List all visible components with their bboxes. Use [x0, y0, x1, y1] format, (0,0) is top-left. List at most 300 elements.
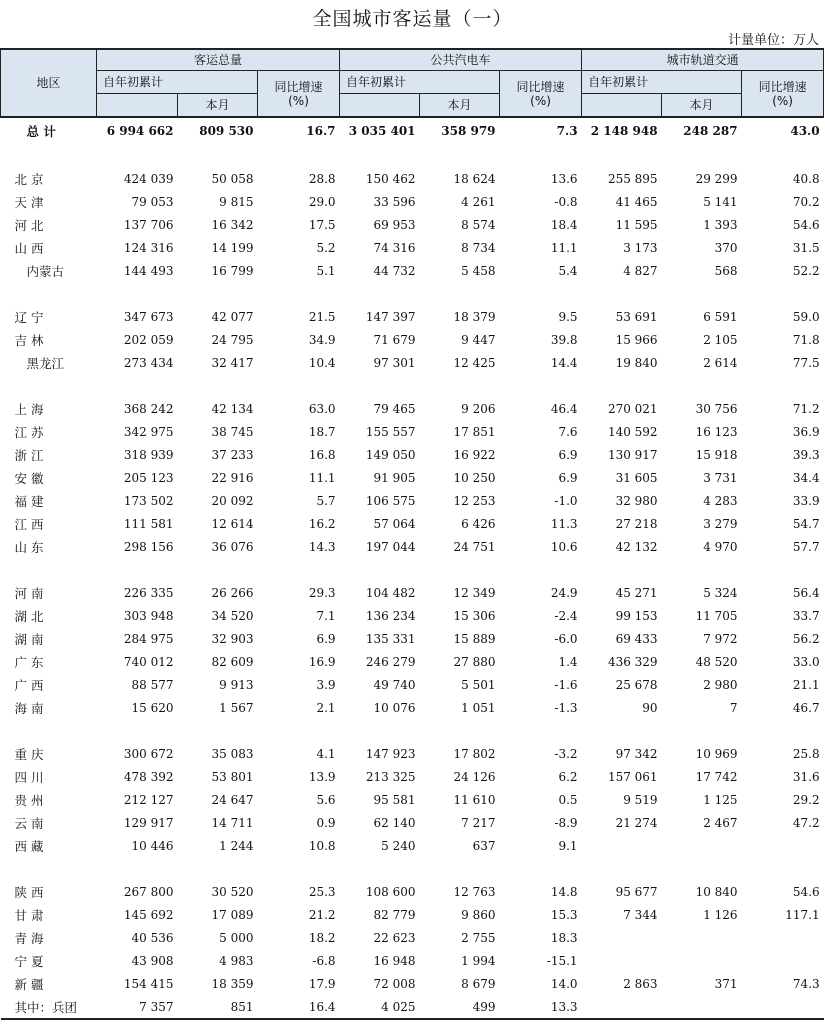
spacer-cell: [1, 719, 97, 742]
value-cell: 226 335: [123, 585, 174, 600]
spacer-cell: [582, 719, 662, 742]
value-cell: [582, 995, 662, 1019]
spacer-row: [1, 857, 824, 880]
table-row: [1, 328, 824, 351]
spacer-cell: [500, 558, 582, 581]
spacer-cell: [582, 144, 662, 167]
value-cell: 16 123: [695, 424, 738, 439]
value-cell: 79 053: [131, 194, 174, 209]
value-cell: 4 970: [703, 539, 738, 554]
value-cell: -1.6: [554, 677, 578, 692]
value-cell: 436 329: [607, 654, 658, 669]
spacer-cell: [500, 282, 582, 305]
value-cell: 46.4: [550, 401, 578, 416]
value-cell: 5 240: [381, 838, 416, 853]
table-row: [1, 627, 824, 650]
value-cell: 29.0: [308, 194, 336, 209]
value-cell: 12 425: [453, 355, 496, 370]
value-cell: 36.9: [792, 424, 820, 439]
value-cell: 24 751: [453, 539, 496, 554]
header-region: 地区: [1, 49, 97, 117]
value-cell: 29.3: [308, 585, 336, 600]
value-cell: 27 880: [453, 654, 496, 669]
spacer-cell: [742, 719, 824, 742]
value-cell: 25 678: [615, 677, 658, 692]
value-cell: 205 123: [123, 470, 174, 485]
value-cell: 1 567: [219, 700, 254, 715]
value-cell: 9 913: [219, 677, 254, 692]
value-cell: 69 953: [373, 217, 416, 232]
value-cell: 2.1: [316, 700, 336, 715]
value-cell: 46.7: [792, 700, 820, 715]
region-name: 其中：兵团: [14, 999, 78, 1015]
value-cell: 71 679: [373, 332, 416, 347]
table-row: [1, 949, 824, 972]
spacer-cell: [420, 719, 500, 742]
value-cell: 15 620: [131, 700, 174, 715]
value-cell: 11.1: [308, 470, 336, 485]
value-cell: 24 647: [211, 792, 254, 807]
value-cell: 111 581: [123, 516, 174, 531]
region-name: 青 海: [14, 930, 44, 946]
value-cell: 155 557: [365, 424, 416, 439]
spacer-cell: [258, 282, 340, 305]
value-cell: 90: [642, 700, 658, 715]
value-cell: 10.8: [308, 838, 336, 853]
value-cell: 2 614: [703, 355, 738, 370]
value-cell: [742, 995, 824, 1019]
value-cell: 300 672: [123, 746, 174, 761]
value-cell: 35 083: [211, 746, 254, 761]
value-cell: 13.9: [308, 769, 336, 784]
spacer-cell: [258, 719, 340, 742]
spacer-cell: [420, 144, 500, 167]
value-cell: 2 863: [623, 976, 658, 991]
value-cell: 298 156: [123, 539, 174, 554]
value-cell: 9 206: [461, 401, 496, 416]
spacer-cell: [1, 282, 97, 305]
value-cell: 16 799: [211, 263, 254, 278]
value-cell: 25.3: [308, 884, 336, 899]
value-cell: 18 359: [211, 976, 254, 991]
value-cell: [582, 926, 662, 949]
value-cell: 15.3: [550, 907, 578, 922]
value-cell: 202 059: [123, 332, 174, 347]
value-cell: 7.6: [558, 424, 578, 439]
value-cell: [662, 949, 742, 972]
value-cell: 15 918: [695, 447, 738, 462]
spacer-cell: [258, 857, 340, 880]
value-cell: 9.1: [558, 838, 578, 853]
spacer-cell: [340, 719, 420, 742]
header-ytd-spacer: [97, 94, 178, 118]
value-cell: 39.8: [550, 332, 578, 347]
value-cell: 5 141: [703, 194, 738, 209]
value-cell: 40 536: [131, 930, 174, 945]
region-name: 辽 宁: [14, 309, 44, 325]
table-row: [1, 535, 824, 558]
table-row: [1, 604, 824, 627]
value-cell: 5.2: [316, 240, 336, 255]
value-cell: 144 493: [123, 263, 174, 278]
value-cell: 82 779: [373, 907, 416, 922]
table-row: [1, 788, 824, 811]
value-cell: 88 577: [131, 677, 174, 692]
region-name: 浙 江: [14, 447, 44, 463]
spacer-cell: [258, 374, 340, 397]
value-cell: 104 482: [365, 585, 416, 600]
value-cell: 7 972: [703, 631, 738, 646]
table-row: [1, 443, 824, 466]
value-cell: 137 706: [123, 217, 174, 232]
value-cell: 7.3: [556, 124, 578, 138]
value-cell: 13.3: [550, 999, 578, 1014]
spacer-cell: [662, 374, 742, 397]
value-cell: 36 076: [211, 539, 254, 554]
value-cell: 33.0: [792, 654, 820, 669]
header-pct-label: (%): [530, 93, 551, 108]
region-name: 山 东: [14, 539, 44, 555]
value-cell: 16.8: [308, 447, 336, 462]
spacer-cell: [420, 282, 500, 305]
table-row: [1, 926, 824, 949]
table-row: [1, 512, 824, 535]
value-cell: 342 975: [123, 424, 174, 439]
value-cell: 91 905: [373, 470, 416, 485]
value-cell: 4 827: [623, 263, 658, 278]
value-cell: 34 520: [211, 608, 254, 623]
spacer-cell: [662, 144, 742, 167]
value-cell: 1 125: [703, 792, 738, 807]
region-name: 广 西: [14, 677, 44, 693]
value-cell: 97 342: [615, 746, 658, 761]
value-cell: 1 051: [461, 700, 496, 715]
value-cell: 17 742: [695, 769, 738, 784]
region-name: 湖 南: [14, 631, 44, 647]
value-cell: 28.8: [308, 171, 336, 186]
region-name: 重 庆: [14, 746, 44, 762]
value-cell: 9.5: [558, 309, 578, 324]
table-body: [1, 117, 824, 1019]
region-name: 山 西: [14, 240, 44, 256]
table-row: [1, 972, 824, 995]
value-cell: 4 983: [219, 953, 254, 968]
value-cell: 37 233: [211, 447, 254, 462]
value-cell: 16.2: [308, 516, 336, 531]
value-cell: [742, 949, 824, 972]
value-cell: 27 218: [615, 516, 658, 531]
value-cell: -6.0: [554, 631, 578, 646]
value-cell: 303 948: [123, 608, 174, 623]
header-ytd-bus: 自年初累计: [340, 71, 500, 94]
spacer-row: [1, 558, 824, 581]
value-cell: 31 605: [615, 470, 658, 485]
table-row: [1, 581, 824, 604]
value-cell: 12 614: [211, 516, 254, 531]
value-cell: 246 279: [365, 654, 416, 669]
value-cell: 4 283: [703, 493, 738, 508]
region-name: 广 东: [14, 654, 44, 670]
value-cell: 136 234: [365, 608, 416, 623]
value-cell: 13.6: [550, 171, 578, 186]
table-row: [1, 903, 824, 926]
value-cell: 10 969: [695, 746, 738, 761]
value-cell: 9 447: [461, 332, 496, 347]
value-cell: [742, 834, 824, 857]
spacer-cell: [258, 558, 340, 581]
region-name: 黑龙江: [26, 355, 65, 371]
value-cell: 49 740: [373, 677, 416, 692]
region-name: 四 川: [14, 769, 44, 785]
value-cell: 44 732: [373, 263, 416, 278]
value-cell: 47.2: [792, 815, 820, 830]
value-cell: 32 417: [211, 355, 254, 370]
value-cell: 2 980: [703, 677, 738, 692]
value-cell: 52.2: [792, 263, 820, 278]
table-header: [1, 49, 824, 117]
spacer-cell: [97, 719, 178, 742]
value-cell: 97 301: [373, 355, 416, 370]
spacer-cell: [340, 374, 420, 397]
value-cell: 0.9: [316, 815, 336, 830]
value-cell: [582, 949, 662, 972]
value-cell: 41 465: [615, 194, 658, 209]
spacer-cell: [742, 282, 824, 305]
value-cell: 8 574: [461, 217, 496, 232]
value-cell: 11 595: [615, 217, 658, 232]
value-cell: 18.7: [308, 424, 336, 439]
header-month-total: 本月: [178, 94, 258, 118]
value-cell: -1.3: [554, 700, 578, 715]
value-cell: 740 012: [123, 654, 174, 669]
header-month-rail: 本月: [662, 94, 742, 118]
header-yoy-label: 同比增速: [274, 79, 323, 94]
table-row: [1, 673, 824, 696]
spacer-cell: [340, 857, 420, 880]
value-cell: 1 994: [461, 953, 496, 968]
value-cell: -15.1: [546, 953, 578, 968]
region-name: 天 津: [14, 194, 44, 210]
value-cell: 18.3: [550, 930, 578, 945]
value-cell: 0.5: [558, 792, 578, 807]
value-cell: 3.9: [316, 677, 336, 692]
value-cell: 3 279: [703, 516, 738, 531]
spacer-cell: [742, 558, 824, 581]
value-cell: 70.2: [792, 194, 820, 209]
header-yoy-label: 同比增速: [516, 79, 565, 94]
value-cell: 3 035 401: [348, 124, 416, 138]
region-name: 宁 夏: [14, 953, 44, 969]
value-cell: [582, 834, 662, 857]
value-cell: 54.6: [792, 217, 820, 232]
value-cell: 7: [729, 700, 738, 715]
spacer-cell: [742, 857, 824, 880]
value-cell: 22 916: [211, 470, 254, 485]
value-cell: 16.4: [308, 999, 336, 1014]
table-row: [1, 765, 824, 788]
region-name: 西 藏: [14, 838, 44, 854]
spacer-cell: [420, 374, 500, 397]
value-cell: 74.3: [792, 976, 820, 991]
value-cell: 106 575: [365, 493, 416, 508]
value-cell: 21 274: [615, 815, 658, 830]
spacer-cell: [582, 374, 662, 397]
spacer-cell: [420, 857, 500, 880]
value-cell: 14.0: [550, 976, 578, 991]
table-row: [1, 811, 824, 834]
value-cell: 10.6: [550, 539, 578, 554]
value-cell: 74 316: [373, 240, 416, 255]
value-cell: 95 677: [615, 884, 658, 899]
value-cell: 197 044: [365, 539, 416, 554]
value-cell: 5.1: [316, 263, 336, 278]
table-row: [1, 696, 824, 719]
value-cell: 4.1: [316, 746, 336, 761]
header-ytd-spacer: [340, 94, 420, 118]
value-cell: 8 734: [461, 240, 496, 255]
value-cell: 273 434: [123, 355, 174, 370]
value-cell: 32 980: [615, 493, 658, 508]
value-cell: 3 173: [623, 240, 658, 255]
value-cell: 77.5: [792, 355, 820, 370]
value-cell: 149 050: [365, 447, 416, 462]
value-cell: 16 948: [373, 953, 416, 968]
spacer-cell: [340, 558, 420, 581]
header-ytd-rail: 自年初累计: [582, 71, 742, 94]
region-name: 甘 肃: [14, 907, 44, 923]
value-cell: 56.4: [792, 585, 820, 600]
value-cell: 809 530: [199, 124, 254, 138]
spacer-cell: [178, 719, 258, 742]
region-name: 安 徽: [14, 470, 44, 486]
region-name: 陕 西: [14, 884, 44, 900]
value-cell: -1.0: [554, 493, 578, 508]
value-cell: 637: [472, 838, 496, 853]
header-yoy-rail: [742, 71, 824, 118]
value-cell: 248 287: [683, 124, 738, 138]
region-name: 江 西: [14, 516, 44, 532]
header-ytd-total: 自年初累计: [97, 71, 258, 94]
value-cell: 43.0: [790, 124, 820, 138]
value-cell: [662, 995, 742, 1019]
value-cell: 3 731: [703, 470, 738, 485]
spacer-cell: [582, 282, 662, 305]
value-cell: 17.5: [308, 217, 336, 232]
value-cell: 478 392: [123, 769, 174, 784]
table-row: [1, 190, 824, 213]
value-cell: 7.1: [316, 608, 336, 623]
value-cell: 19 840: [615, 355, 658, 370]
value-cell: [742, 926, 824, 949]
value-cell: 6.9: [558, 470, 578, 485]
value-cell: 267 800: [123, 884, 174, 899]
value-cell: 54.6: [792, 884, 820, 899]
value-cell: 18 379: [453, 309, 496, 324]
value-cell: 56.2: [792, 631, 820, 646]
region-name: 内蒙古: [26, 263, 65, 279]
header-month-bus: 本月: [420, 94, 500, 118]
value-cell: 16 922: [453, 447, 496, 462]
value-cell: 14.4: [550, 355, 578, 370]
value-cell: 18.4: [550, 217, 578, 232]
header-group-total: 客运总量: [97, 49, 340, 71]
value-cell: 17 089: [211, 907, 254, 922]
value-cell: 72 008: [373, 976, 416, 991]
value-cell: 42 134: [211, 401, 254, 416]
value-cell: 10 250: [453, 470, 496, 485]
value-cell: 2 148 948: [590, 124, 658, 138]
value-cell: 18.2: [308, 930, 336, 945]
value-cell: 48 520: [695, 654, 738, 669]
header-group-bus: 公共汽电车: [340, 49, 582, 71]
value-cell: 30 756: [695, 401, 738, 416]
value-cell: 11.3: [550, 516, 578, 531]
value-cell: 17.9: [308, 976, 336, 991]
table-row: [1, 466, 824, 489]
region-name: 河 南: [14, 585, 44, 601]
value-cell: 10 446: [131, 838, 174, 853]
value-cell: 10 076: [373, 700, 416, 715]
value-cell: 42 077: [211, 309, 254, 324]
region-name: 贵 州: [14, 792, 44, 808]
value-cell: 53 691: [615, 309, 658, 324]
value-cell: 71.8: [792, 332, 820, 347]
value-cell: 31.5: [792, 240, 820, 255]
value-cell: 4 261: [461, 194, 496, 209]
value-cell: 358 979: [441, 124, 496, 138]
spacer-cell: [1, 374, 97, 397]
value-cell: 347 673: [123, 309, 174, 324]
value-cell: 14.8: [550, 884, 578, 899]
value-cell: 318 939: [123, 447, 174, 462]
value-cell: 145 692: [123, 907, 174, 922]
spacer-cell: [742, 374, 824, 397]
table-row: [1, 167, 824, 190]
value-cell: 7 344: [623, 907, 658, 922]
value-cell: 255 895: [607, 171, 658, 186]
value-cell: 10.4: [308, 355, 336, 370]
table-row: [1, 880, 824, 903]
value-cell: 17 802: [453, 746, 496, 761]
header-ytd-spacer: [582, 94, 662, 118]
value-cell: 69 433: [615, 631, 658, 646]
value-cell: -2.4: [554, 608, 578, 623]
table-row: [1, 650, 824, 673]
value-cell: 59.0: [792, 309, 820, 324]
value-cell: 368 242: [123, 401, 174, 416]
unit-label: 计量单位：万人: [727, 33, 819, 48]
value-cell: 22 623: [373, 930, 416, 945]
spacer-cell: [1, 857, 97, 880]
spacer-cell: [340, 144, 420, 167]
value-cell: 50 058: [211, 171, 254, 186]
spacer-cell: [178, 374, 258, 397]
value-cell: 124 316: [123, 240, 174, 255]
spacer-row: [1, 144, 824, 167]
spacer-cell: [662, 857, 742, 880]
value-cell: 12 349: [453, 585, 496, 600]
table-row: [1, 834, 824, 857]
table-row: [1, 259, 824, 282]
value-cell: 79 465: [373, 401, 416, 416]
spacer-cell: [500, 374, 582, 397]
value-cell: 5.4: [558, 263, 578, 278]
region-name: 海 南: [14, 700, 44, 716]
value-cell: 25.8: [792, 746, 820, 761]
value-cell: [662, 834, 742, 857]
header-group-rail: 城市轨道交通: [582, 49, 824, 71]
table-row: [1, 995, 824, 1019]
